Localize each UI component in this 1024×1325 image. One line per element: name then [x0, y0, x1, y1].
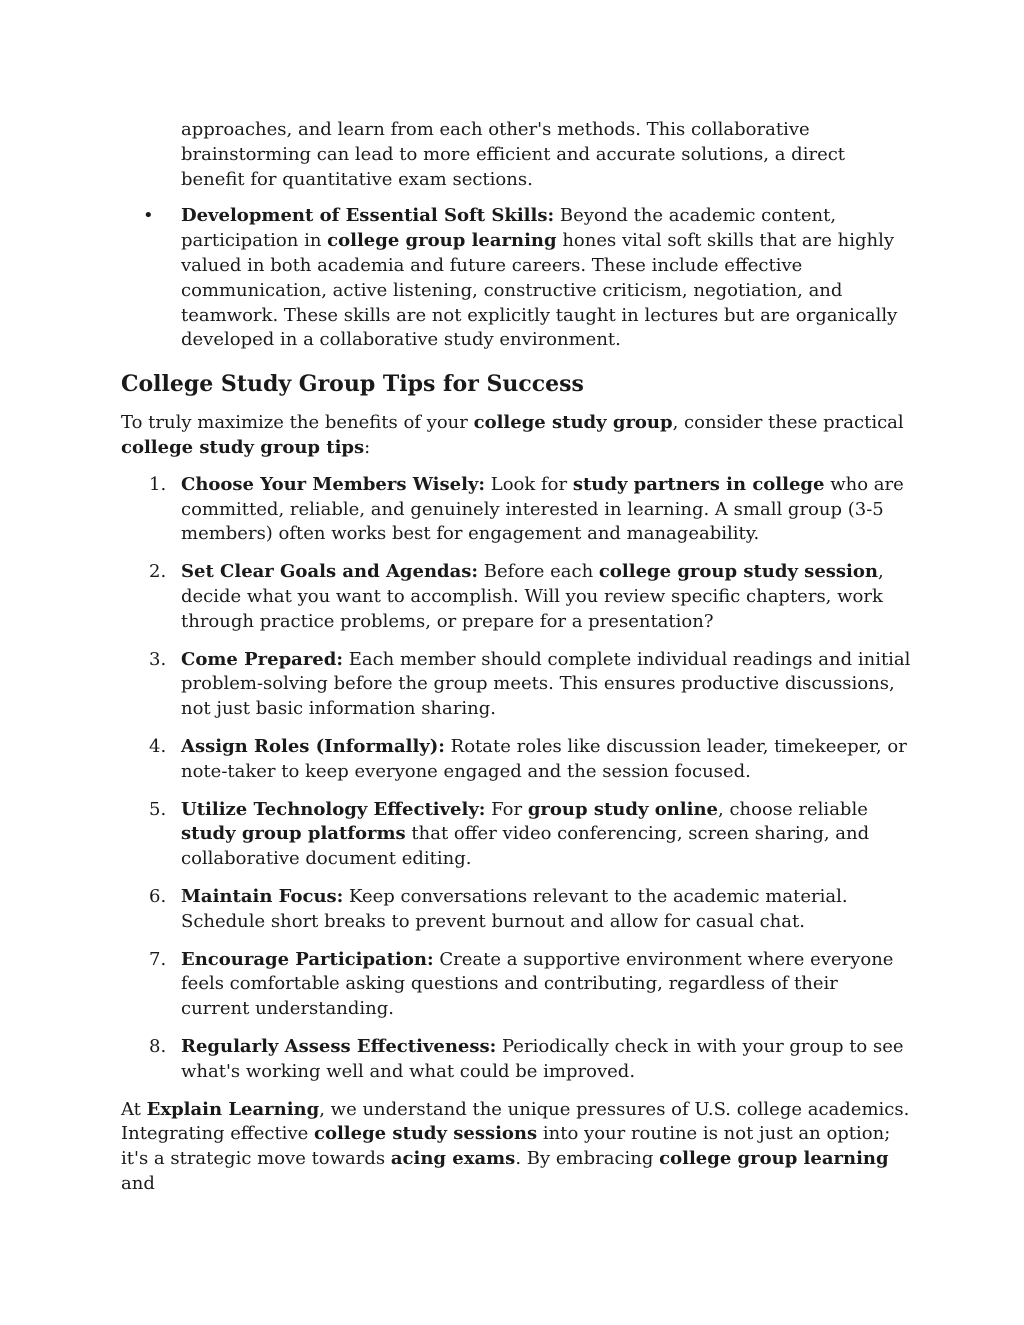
bullet-item-soft-skills: • Development of Essential Soft Skills: Beyond the academic content, participation in college group learning hones vital soft skills that are highly valued in both academia and future careers. These include effective communication, active listening, constructive criticism, negotiation, and teamwork. These skills are not explicitly taught in lectures but are organically developed in a collaborative study environment.	[143, 205, 898, 351]
tip-item: 5. Utilize Technology Effectively: For group study online, choose reliable study group platforms that offer video conferencing, screen sharing, and collaborative document editing.	[149, 798, 870, 870]
closing-paragraph: At Explain Learning, we understand the unique pressures of U.S. college academics. Integrating effective college study sessions into your routine is not just an option; it's a strategic move towards acing exams. By embracing college group learning and	[121, 1098, 910, 1194]
tip-item: 8. Regularly Assess Effectiveness: Periodically check in with your group to see what's working well and what could be improved.	[149, 1035, 904, 1082]
tip-number: 3.	[149, 648, 167, 670]
tip-title: Set Clear Goals and Agendas:	[181, 561, 479, 583]
tip-number: 7.	[149, 948, 167, 970]
tip-title: Encourage Participation:	[181, 948, 434, 970]
document-page	[121, 118, 911, 1197]
tip-title: Maintain Focus:	[181, 885, 344, 907]
tip-item: 7. Encourage Participation: Create a supportive environment where everyone feels comfortable asking questions and contributing, regardless of their current understanding.	[149, 948, 894, 1020]
section-heading: College Study Group Tips for Success	[121, 371, 584, 398]
tip-item: 1. Choose Your Members Wisely: Look for study partners in college who are committed, reliable, and genuinely interested in learning. A small group (3-5 members) often works best for engagement and manageability.	[149, 473, 904, 545]
continuation-paragraph: approaches, and learn from each other's methods. This collaborative brainstorming can lead to more efficient and accurate solutions, a direct benefit for quantitative exam sections.	[181, 119, 846, 190]
bullet-title: Development of Essential Soft Skills:	[181, 205, 555, 227]
tip-title: Assign Roles (Informally):	[181, 735, 445, 757]
tip-item: 6. Maintain Focus: Keep conversations relevant to the academic material. Schedule short breaks to prevent burnout and allow for casual chat.	[149, 885, 848, 932]
tip-item: 4. Assign Roles (Informally): Rotate roles like discussion leader, timekeeper, or note-taker to keep everyone engaged and the session focused.	[149, 735, 907, 782]
intro-paragraph: To truly maximize the benefits of your college study group, consider these practical college study group tips:	[121, 412, 904, 458]
tip-number: 5.	[149, 798, 167, 820]
tip-number: 4.	[149, 735, 167, 757]
tip-item: 2. Set Clear Goals and Agendas: Before each college group study session, decide what you want to accomplish. Will you review specific chapters, work through practice problems, or prepare for a presentation?	[149, 561, 884, 632]
bullet-icon: •	[143, 205, 154, 227]
tip-number: 8.	[149, 1035, 167, 1057]
brand-name: Explain Learning	[146, 1098, 320, 1120]
tip-item: 3. Come Prepared: Each member should complete individual readings and initial problem-solving before the group meets. This ensures productive discussions, not just basic information sharing.	[149, 648, 911, 720]
bullet-list	[121, 204, 911, 353]
tip-title: Utilize Technology Effectively:	[181, 798, 486, 820]
tip-number: 2.	[149, 561, 167, 583]
tip-number: 6.	[149, 885, 167, 907]
tips-list	[121, 473, 911, 1085]
tip-title: Regularly Assess Effectiveness:	[181, 1035, 497, 1057]
tip-title: Come Prepared:	[181, 648, 343, 670]
tip-title: Choose Your Members Wisely:	[181, 473, 486, 495]
tip-number: 1.	[149, 473, 167, 495]
